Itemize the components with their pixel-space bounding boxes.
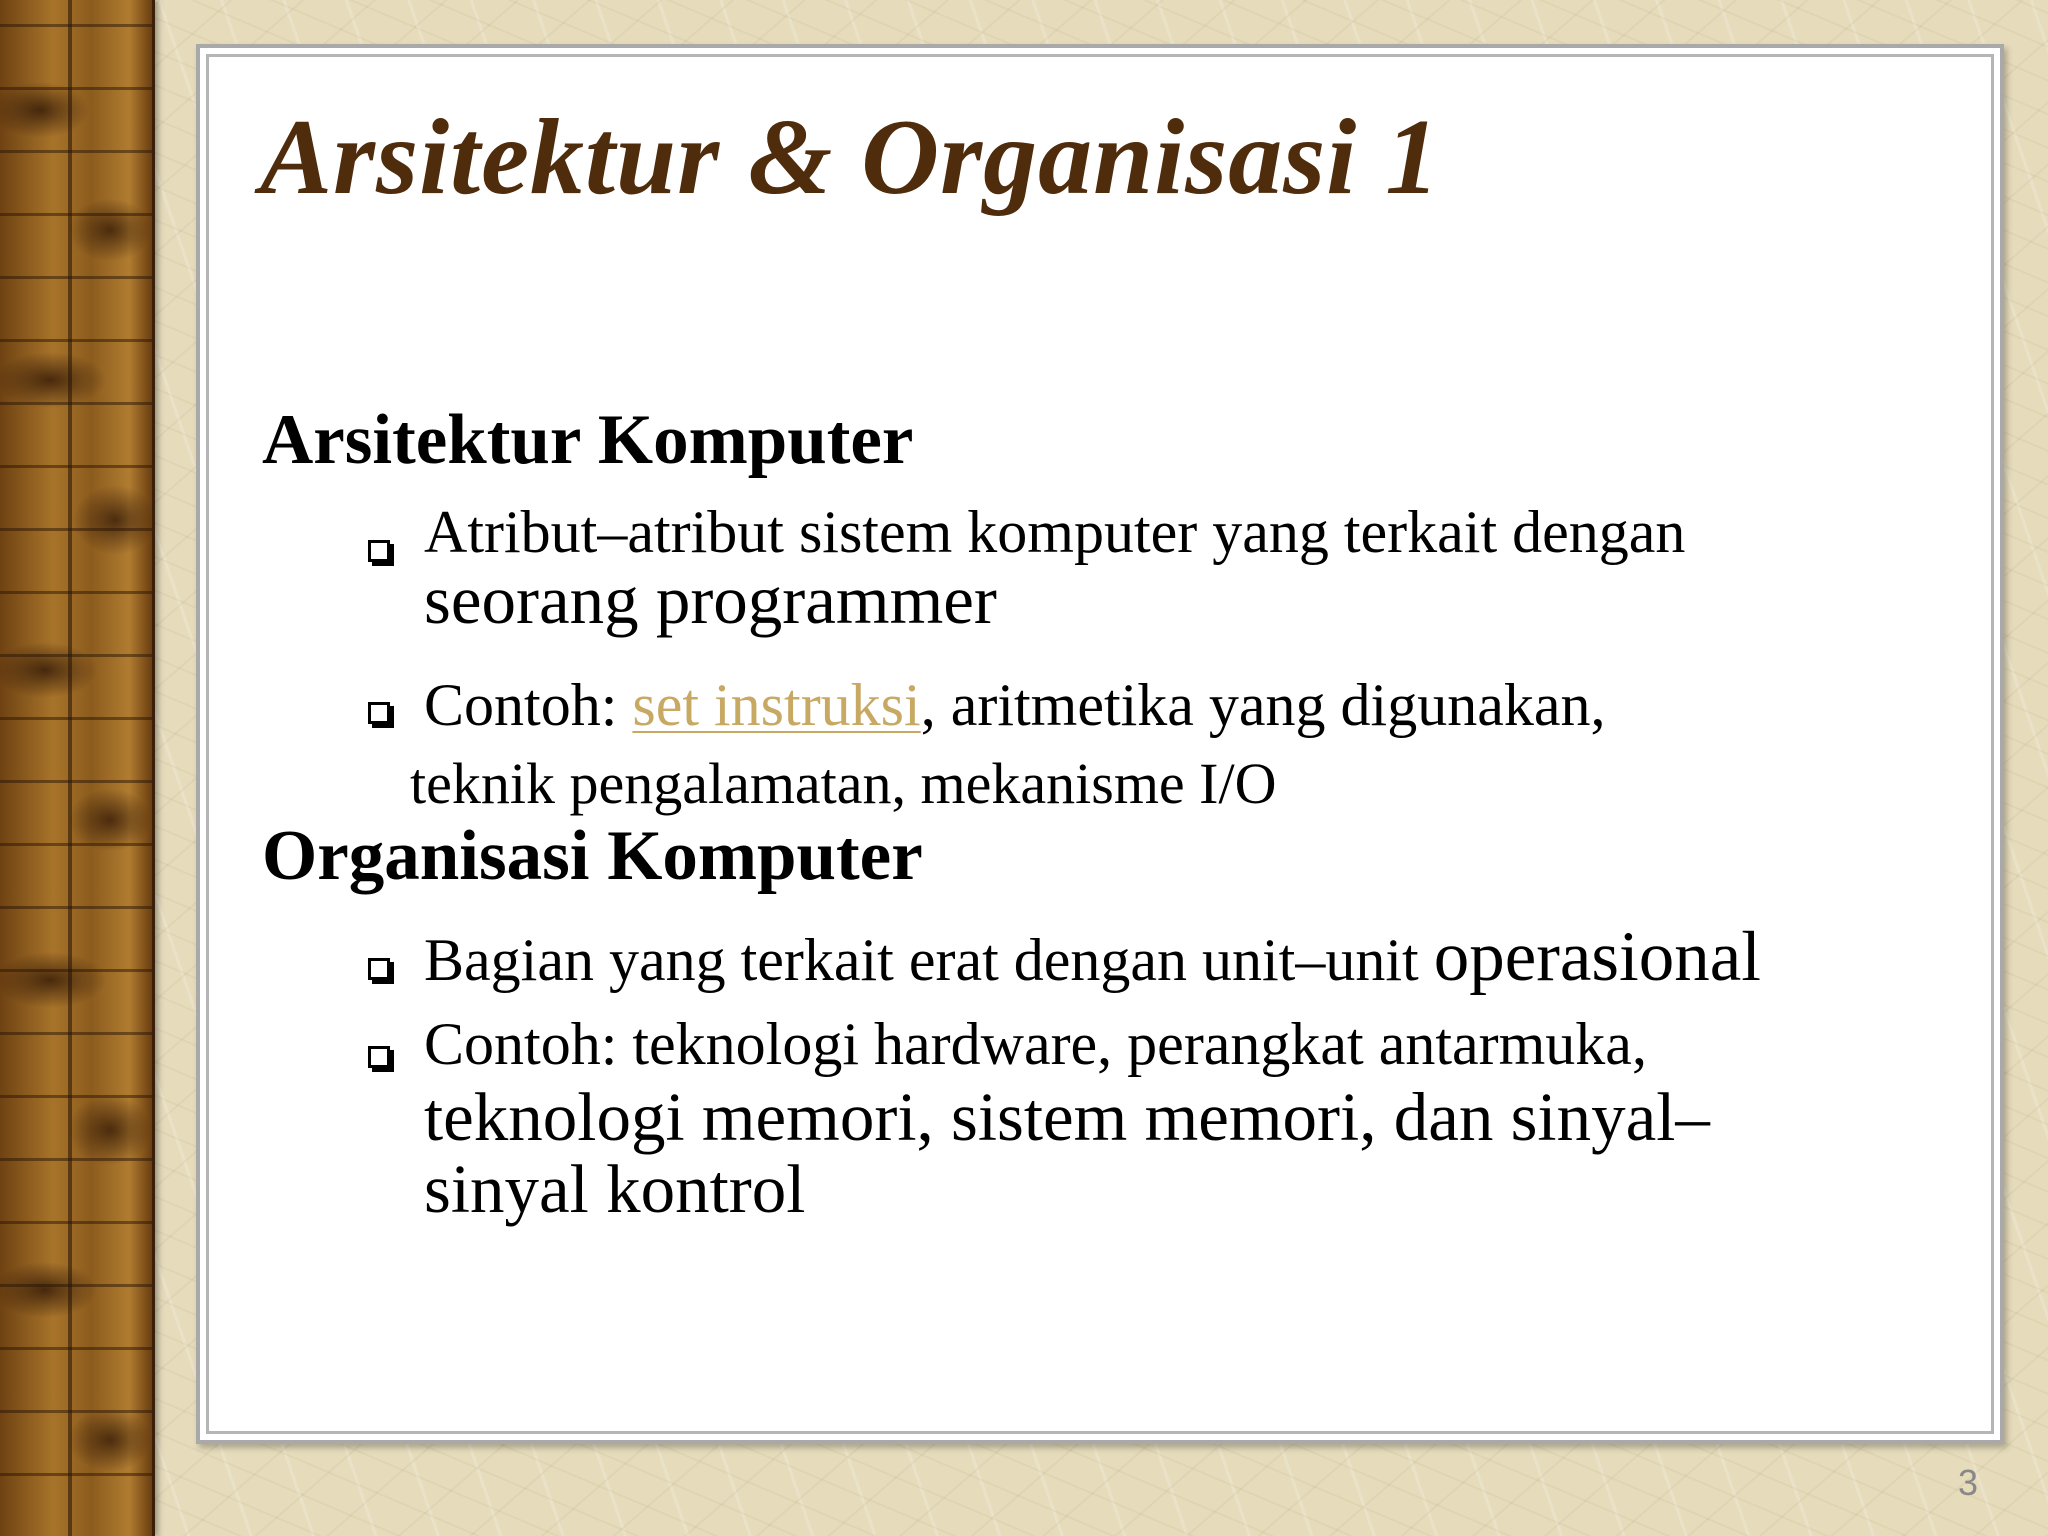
bullet-text-line: [368, 918, 1968, 999]
bullet-text-line: Atribut–atribut sistem komputer yang terkait dengan: [424, 499, 1686, 565]
heading-organisasi-komputer: Organisasi Komputer: [262, 817, 923, 895]
bullet-contoh-arsitektur: [368, 666, 1968, 824]
bullet-text-line: seorang programmer: [424, 562, 997, 638]
checkbox-bullet-icon: [368, 540, 390, 562]
heading-arsitektur-komputer: Arsitektur Komputer: [262, 401, 914, 479]
page-number: 3: [1957, 1462, 1978, 1503]
bullet-text: Bagian yang terkait erat dengan unit–unit: [424, 927, 1434, 993]
bullet-prefix: Contoh:: [424, 672, 633, 738]
bullet-text-line: teknologi memori, sistem memori, dan sinyal–: [424, 1079, 1710, 1155]
slide-content-panel: [196, 44, 2004, 1444]
set-instruksi-link[interactable]: set instruksi: [632, 672, 921, 738]
checkbox-bullet-icon: [368, 1046, 390, 1068]
bullet-text-line: [368, 666, 1968, 744]
bullet-bagian: [368, 918, 1968, 999]
decorative-side-strip: [0, 0, 155, 1536]
slide-title: Arsitektur & Organisasi 1: [260, 98, 1441, 217]
bullet-text-line: teknik pengalamatan, mekanisme I/O: [410, 751, 1277, 816]
bullet-suffix: , aritmetika yang digunakan,: [920, 672, 1606, 738]
checkbox-bullet-icon: [368, 958, 390, 980]
checkbox-bullet-icon: [368, 702, 390, 724]
bullet-emphasis: operasional: [1433, 918, 1761, 996]
bullet-contoh-organisasi: [368, 1006, 1968, 1226]
bullet-atribut: [368, 496, 1968, 636]
bullet-text-line: sinyal kontrol: [424, 1151, 806, 1227]
bullet-text-line: Contoh: teknologi hardware, perangkat antarmuka,: [424, 1011, 1647, 1077]
